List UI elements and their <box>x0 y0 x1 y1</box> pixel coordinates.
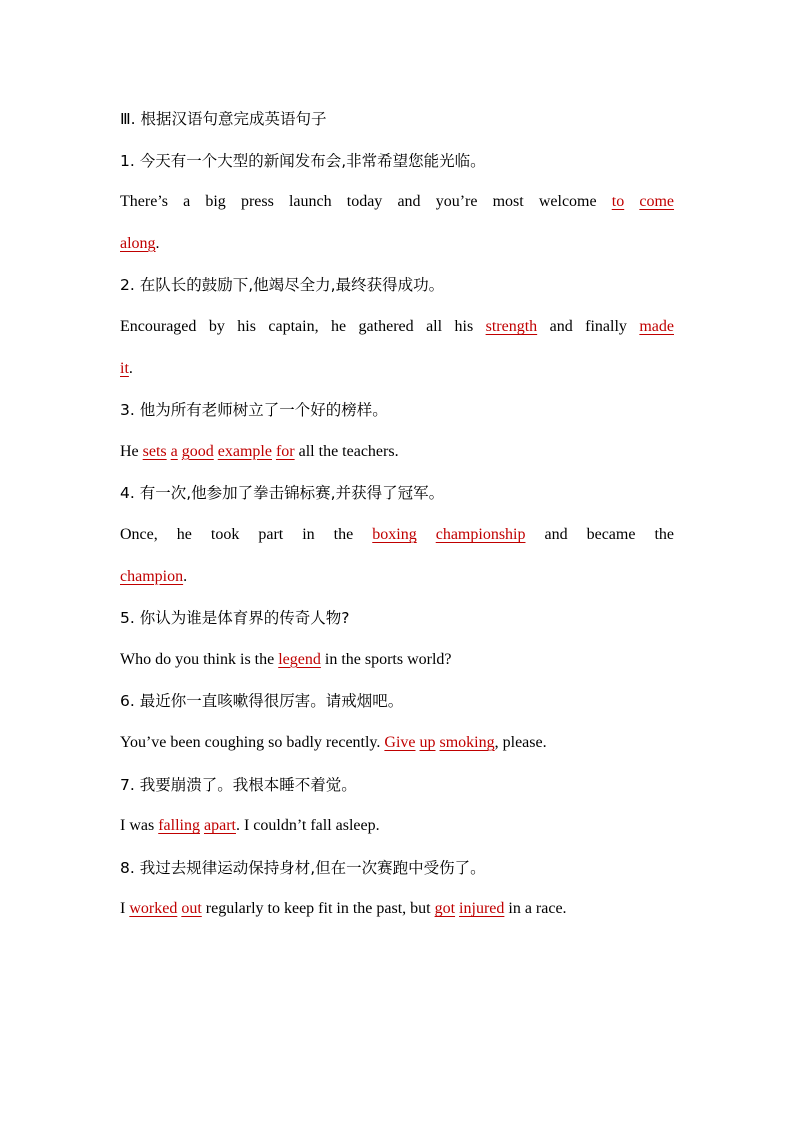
question-5-chinese: 5. 你认为谁是体育界的传奇人物? <box>120 609 350 628</box>
text-segment: . <box>155 234 160 252</box>
question-8-chinese: 8. 我过去规律运动保持身材,但在一次赛跑中受伤了。 <box>120 858 486 877</box>
text-segment: He <box>120 442 143 460</box>
text-segment: . <box>128 359 133 377</box>
text-segment: . <box>183 567 188 585</box>
answer-blank: worked <box>129 900 178 918</box>
answer-blank: strength <box>485 317 538 335</box>
question-4-english-line-1 <box>120 520 674 562</box>
question-3-english <box>120 437 674 479</box>
text-segment: in the sports world? <box>320 650 452 668</box>
answer-blank: up <box>419 733 436 751</box>
question-4-chinese: 4. 有一次,他参加了拳击锦标赛,并获得了冠军。 <box>120 484 445 503</box>
answer-blank: come <box>639 193 675 211</box>
question-1-english-line-1 <box>120 187 674 229</box>
section-title: Ⅲ. 根据汉语句意完成英语句子 <box>120 110 327 128</box>
answer-blank: to <box>611 193 625 211</box>
question-5-english <box>120 645 674 687</box>
text-segment: There’s a big press launch today and you’re most welcome <box>120 193 612 211</box>
answer-blank: along <box>120 234 156 252</box>
answer-blank: smoking <box>439 733 495 751</box>
text-segment: Who do you think is the <box>120 650 279 668</box>
answer-blank: got <box>434 900 456 918</box>
text-segment: , please. <box>494 733 547 751</box>
answer-blank: it <box>120 359 129 377</box>
answer-blank: championship <box>435 525 526 543</box>
question-8-english <box>120 894 674 936</box>
question-3-chinese: 3. 他为所有老师树立了一个好的榜样。 <box>120 401 388 420</box>
question-4-english-line-2 <box>120 562 674 604</box>
text-segment: and became the <box>525 525 675 543</box>
answer-blank: a <box>170 442 178 460</box>
answer-blank: good <box>181 442 214 460</box>
answer-blank: champion <box>120 567 184 585</box>
answer-blank: Give <box>384 733 416 751</box>
text-segment: all the teachers. <box>294 442 399 460</box>
exercise-content <box>120 104 674 936</box>
answer-blank: out <box>181 900 202 918</box>
answer-blank: falling <box>158 817 200 835</box>
question-1-english-line-2 <box>120 229 674 271</box>
question-6-chinese: 6. 最近你一直咳嗽得很厉害。请戒烟吧。 <box>120 692 404 711</box>
question-1-chinese: 1. 今天有一个大型的新闻发布会,非常希望您能光临。 <box>120 151 486 170</box>
answer-blank: sets <box>142 442 167 460</box>
answer-blank: injured <box>459 900 505 918</box>
question-2-english-line-2 <box>120 354 674 396</box>
text-segment: in a race. <box>504 900 567 918</box>
text-segment: You’ve been coughing so badly recently. <box>120 733 385 751</box>
answer-blank: for <box>275 442 295 460</box>
question-7-english <box>120 811 674 853</box>
text-segment: Encouraged by his captain, he gathered all his <box>120 317 486 335</box>
text-segment: regularly to keep fit in the past, but <box>201 900 435 918</box>
question-6-english <box>120 728 674 770</box>
text-segment: Once, he took part in the <box>120 525 373 543</box>
question-2-chinese: 2. 在队长的鼓励下,他竭尽全力,最终获得成功。 <box>120 276 445 295</box>
question-7-chinese: 7. 我要崩溃了。我根本睡不着觉。 <box>120 775 357 794</box>
answer-blank: made <box>639 317 674 335</box>
text-segment: and finally <box>537 317 640 335</box>
question-2-english-line-1 <box>120 312 674 354</box>
answer-blank: apart <box>203 817 236 835</box>
answer-blank: boxing <box>372 525 417 543</box>
text-segment: I was <box>120 817 159 835</box>
text-segment: I <box>120 900 130 918</box>
text-segment: . I couldn’t fall asleep. <box>235 817 380 835</box>
answer-blank: legend <box>278 650 321 668</box>
answer-blank: example <box>217 442 272 460</box>
